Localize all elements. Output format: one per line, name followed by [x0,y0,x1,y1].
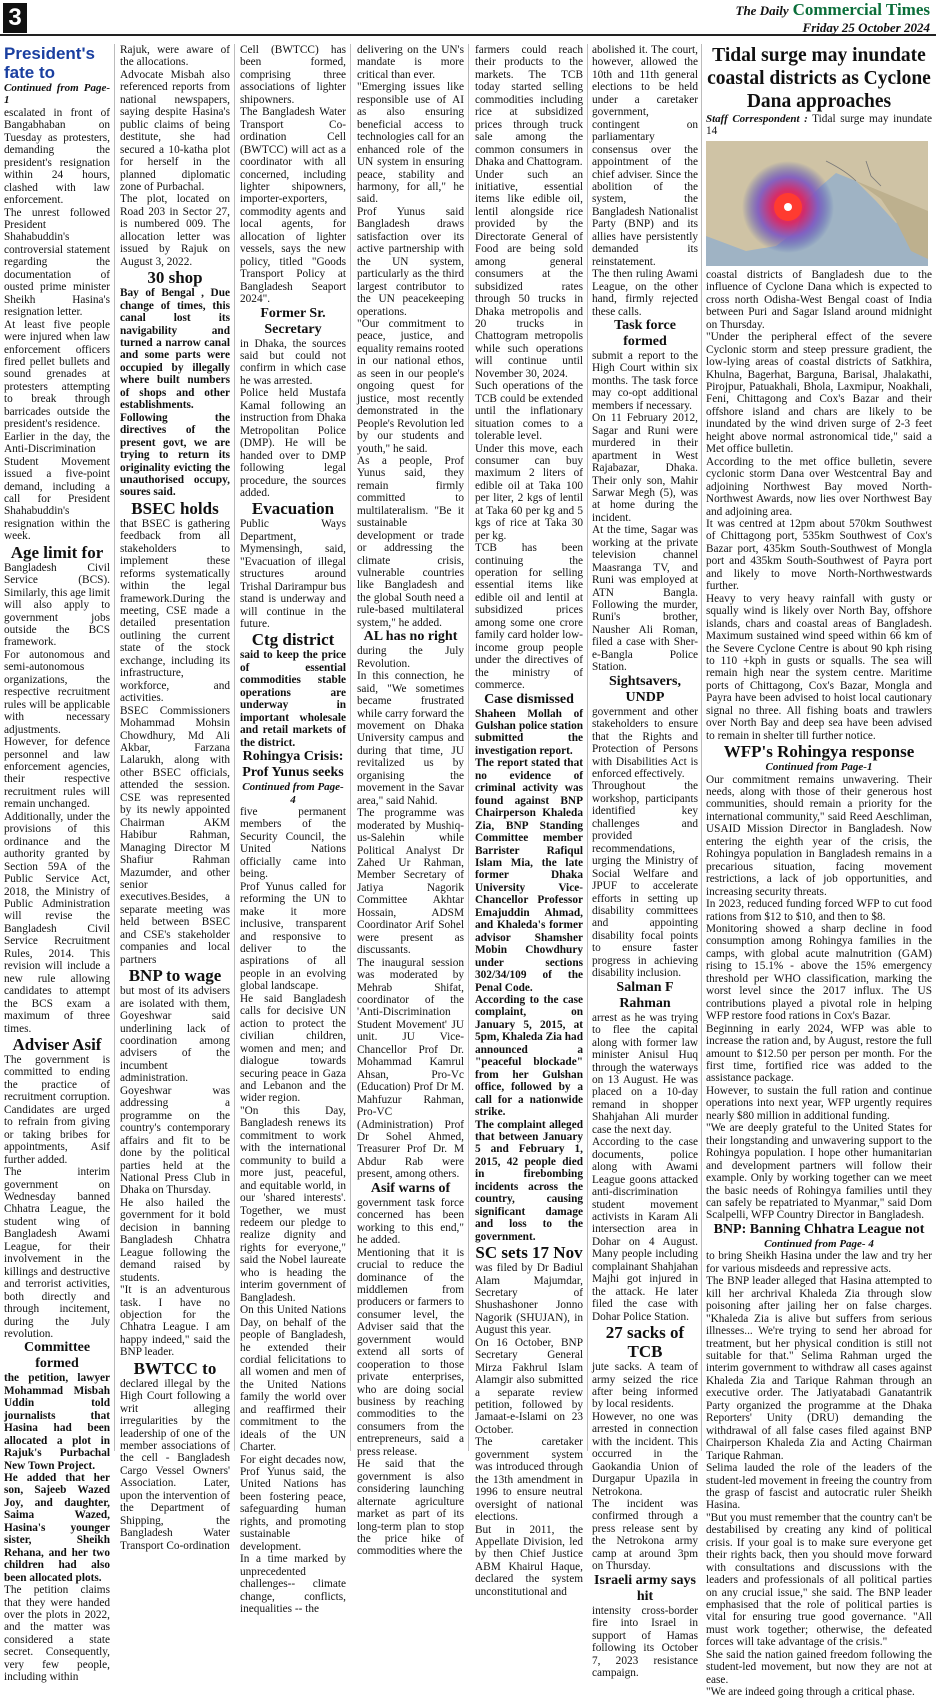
headline: Committee formed [23,1340,91,1372]
paragraph: Rajuk, were aware of the allocations. [120,44,230,69]
paragraph: But in 2011, the Appellate Division, led by then Chief Justice ABM Khairul Haque, declared the system unconstitutional and [475,1523,583,1598]
paragraph: However, to sustain the full ration and continue operations into next year, WFP urgently requires nearly $80 million in additional funding. [706,1084,932,1122]
headline: SC sets 17 Nov [475,1243,583,1263]
paragraph: submit a report to the High Court within six months. The task force may co-opt additional members if necessary. [592,349,698,412]
paragraph: "Under the peripheral effect of the severe Cyclonic storm and steep pressure gradient, the low-lying areas of coastal districts of Satkhira, Khulna, Bagerhat, Barguna, Barisal, Jhalakathi, Pirojpur, Patuakhali, Bhola, Laxmipur, Noakhali, Feni, Chittagong and Cox's Bazar and their offshore island and chars are likely to be inundated by the wind driven surge of 2-3 feet height above normal astronomical tide," said a Met office bulletin. [706,331,932,456]
paragraph: in Dhaka, the sources said but could not confirm in which case he was arrested. [240,337,346,387]
paragraph: The incident was confirmed through a press release sent by the Netrokona army camp at around 3pm on Thursday. [592,1498,698,1573]
paragraph: According to the case complaint, on January 5, 2015, at 5pm, Khaleda Zia had announced a "peaceful blockade" from her Gulshan office, followed by a call for a nationwide strike. [475,993,583,1119]
paragraph: It was centred at 12pm about 570km Southwest of Chittagong port, 535km Southwest of Cox's Bazar port, 435km South-Southwest of Mongla port and 435km South-Southwest of Payra port and likely to move North-Northwestwards further. [706,517,932,593]
masthead-paper-name: Commercial Times [792,0,930,19]
paragraph: Selima lauded the role of the leaders of the student-led movement in freeing the country from the grasp of fascist and autocratic ruler Sheikh Hasina. [706,1462,932,1512]
paragraph: Police held Mustafa Kamal following an instruction from Dhaka Metropolitan Police (DMP). He will be handed over to DMP following legal procedure, the sources added. [240,387,346,499]
masthead-the-daily: The Daily [735,3,789,18]
paragraph: Such operations of the TCB could be extended until the inflationary situation comes to a tolerable level. [475,380,583,443]
paragraph: Under such an initiative, essential items like edible oil, lentil alongside rice provided by the Directorate General of Food are being sold among general consumers at the subsidized rates through 50 trucks in Dhaka metropolis and 20 trucks in Chattogram metropolis while such operations will continue until November 30, 2024. [475,168,583,380]
continued-note: Continued from Page- 4 [764,1237,874,1250]
paragraph: Monitoring showed a sharp decline in food consumption among Rohingya families in the camps, with global acute malnutrition (GAM) rising to 15.1% - above the 15% emergency threshold per WHO classification, marking the worst level since the 2017 influx. The US contributions played a pivotal role in helping WFP restore food rations in Cox's Bazar. [706,923,932,1023]
paragraph: The government is committed to ending the practice of recruitment corruption. Candidates are urged to refrain from giving or taking bribes for appointments, Asif further added. [4,1053,110,1166]
cyclone-map-icon [706,141,928,266]
headline: Sightsavers, UNDP [609,673,681,705]
paragraph: Under this move, each consumer can buy maximum 2 liters of edible oil at Taka 100 per liter, 2 kgs of lentil at Taka 60 per kg and 5 kgs of rice at Taka 30 per kg. [475,442,583,542]
paragraph: said to keep the price of essential commodities stable operations are underway in important wholesale and retail markets of the district. [240,649,346,749]
paragraph: Bay of Bengal , Due change of times, this canal lost its navigability and turned a narrow canal and some parts were occupied by illegally where built numbers of shops and other establishments. Following the directives of the present govt, we are trying to return its originality evicting the unauthorised occupy, soures said. [120,287,230,499]
headline: Adviser Asif [12,1034,102,1054]
paragraph: BSEC Commissioners Mohammad Mohsin Chowdhury, Md Ali Akbar, Farzana Lalarukh, along with other BSEC officials, attended the session. CSE was represented by its newly appointed Chairman AKM Habibur Rahman, Managing Director M Shafiur Rahman Mazumder, and other senior executives.Besides, a separate meeting was held between BSEC and CSE's stakeholder companies and local partners [120,704,230,966]
headline: Tidal surge may inundate coastal districts as Cyclone Dana approaches [707,45,931,112]
paragraph: For eight decades now, Prof Yunus said, the United Nations has been fostering peace, safeguarding human rights, and promoting sustainable development. [240,1453,346,1553]
paragraph: The petition claims that they were handed over the plots in 2022, and the matter was considered a state secret. Consequently, very few people, including within [4,1584,110,1684]
paragraph: He said Bangladesh calls for decisive UN action to protect the civilian children, women and men; and dialogue towards securing peace in Gaza and Lebanon and the wider region. [240,992,346,1105]
headline: WFP's Rohingya response [723,742,915,762]
paragraph: declared illegal by the High Court following a writ alleging irregularities by the leadership of one of the member associations of the cell - Bangladesh Cargo Vessel Owners' Association. Later, upon the intervention of the Department of Shipping, the Bangladesh Water Transport Co-ordination [120,1377,230,1552]
paragraph: On this United Nations Day, on behalf of the people of Bangladesh, he extended their cordial felicitations to all women and men of the United Nations family the world over and reaffirmed their commitment to the ideals of the UN Charter. [240,1304,346,1454]
headline: BWTCC to [133,1358,217,1378]
paragraph: At the time, Sagar was working at the private television channel Maasranga TV, and Runi was employed at ATN Bangla. Following the murder, Runi's brother, Nausher Ali Roman, filed a case with Sher-e-Bangla Police Station. [592,524,698,674]
headline: Case dismissed [484,691,574,707]
paragraph: intensity cross-border fire into Israel in support of Hamas following its October 7, 2023 resistance campaign. [592,1604,698,1680]
lead-text: Tidal surge may inundate 14 [706,113,933,138]
continued-note: Continued from Page-1 [765,761,873,774]
paragraph: In a time marked by unprecedented challenges-- climate change, conflicts, inequalities -- the [240,1553,346,1616]
page-number: 3 [3,3,27,33]
column-4 [357,44,464,1558]
headline: Evacuation [251,499,335,519]
paragraph: that BSEC is gathering feedback from all stakeholders to implement these reforms systematically within the legal framework.During the meeting, CSE made a detailed presentation outlining the current state of the stock exchange, including its infrastructure, workforce, and activities. [120,517,230,705]
paragraph: delivering on the UN's mandate is more critical than ever. [357,44,464,81]
column-3 [240,44,346,1616]
paragraph: was filed by Dr Badiul Alam Majumdar, Secretary of Shushashoner Jonno Nagorik (SHUJAN), in August this year. [475,1262,583,1337]
byline-label: Staff Correspondent : [706,113,808,125]
headline: Former Sr. Secretary [260,305,326,337]
paragraph: The then ruling Awami League, on the other hand, firmly rejected these calls. [592,268,698,318]
paragraph: farmers could reach their products to the markets. The TCB today started selling commodities including rice at subsidized prices through truck sale among the common consumers in Dhaka and Chattogram. [475,44,583,169]
headline: Asif warns of [370,1180,451,1196]
continued-note: Continued from Page- 4 [242,781,344,806]
paragraph: "But you must remember that the country can't be destabilised by creating any kind of political crisis. If your goal is to make sure everyone get their rights back, then you should move forward with consultations and discussions with the leaders and professionals of all political parties on any crucial issue," she said. The BNP leader emphasised that the role of political parties is vital for ensuring true good governance. "All must work together; otherwise, the defeated forces will take advantage of the crisis." [706,1511,932,1649]
headline: Rohingya Crisis: [242,749,344,765]
paragraph: but most of its advisers are isolated with them, Goyeshwar said underlining lack of coordination among advisers of the incumbent administration. [120,985,230,1085]
paragraph: abolished it. The court, however, allowed the 10th and 11th general elections to be held under a caretaker government, contingent on parliamentary consensus over the appointment of the chief adviser. Since the abolition of the system, the Bangladesh Nationalist Party (BNP) and its allies have persistently demanded its reinstatement. [592,44,698,268]
paragraph: He added that her son, Sajeeb Wazed Joy, and daughter, Saima Wazed, Hasina's younger sister, Sheikh Rehana, and her two children had also been allocated plots. [4,1472,110,1584]
headline: 27 sacks of TCB [605,1323,685,1362]
paragraph: during the July Revolution. [357,645,464,670]
paragraph: "We are deeply grateful to the United States for their longstanding and unwavering support to the Rohingya population. I hope other humanitarian and development partners will follow their example. Only by working together can we meet the basic needs of Rohingya families until they can safely be repatriated to Myanmar," said Dom Scalpelli, WFP Country Director in Bangladesh. [706,1122,932,1222]
cyclone-satellite-image [706,141,928,266]
column-1 [4,44,110,1684]
paragraph: However, no one was arrested in connection with the incident. This occurred in the Gaokandia Union of Durgapur Upazila in Netrokona. [592,1410,698,1498]
paragraph: Earlier in the day, the Anti-Discrimination Student Movement issued a five-point demand, including a call for President Shahabuddin's resignation within the week. [4,430,110,543]
paragraph: coastal districts of Bangladesh due to the influence of Cyclone Dana which is expected to cross north Odisha-West Bengal coast of India between Puri and Sagar Island around midnight on Thursday. [706,268,932,331]
masthead [736,0,930,36]
paragraph: Heavy to very heavy rainfall with gusty or squally wind is likely over North Bay, offshore islands, chars and coastal areas of Bangladesh. Maximum sustained wind speed within 66 km of the Severe Cyclone Centre is about 90 kph rising to 110 +kph in gusts or squalls. The sea will remain high near the system centre. Maritime ports of Chittagong, Cox's Bazar, Mongla and Payra have been advised to hoist local cautionary signal no three. All fishing boats and trawlers over North Bay and deep sea have been advised to remain in shelter till further notice. [706,592,932,742]
paragraph: Prof Yunus called for reforming the UN to make it more inclusive, transparent and responsive to deliver to the aspirations of all people in an evolving global landscape. [240,880,346,993]
paragraph: According to the met office bulletin, severe cyclonic storm Dana over Westcentral Bay and adjoining Northwest Bay moved North-Northwest Awards, now lies over Northwest Bay and adjoining area. [706,455,932,518]
paragraph: In 2023, reduced funding forced WFP to cut food rations from $12 to $10, and then to $8. [706,898,932,923]
paragraph: Shaheen Mollah of Gulshan police station submitted the investigation report. [475,707,583,757]
paragraph: Throughout the workshop, participants identified key challenges and provided recommendations, urging the Ministry of Social Welfare and JPUF to accelerate efforts in setting up disability committees and appointing disability focal points to ensure faster progress in achieving disability inclusion. [592,780,698,980]
paragraph: On 16 October, BNP Secretary General Mirza Fakhrul Islam Alamgir also submitted a separate review petition, followed by Jamaat-e-Islami on 23 October. [475,1336,583,1436]
headline: BSEC holds [131,498,219,518]
headline: Ctg district [251,630,335,650]
column-divider [234,44,235,1451]
paragraph: According to the case documents, police along with Awami League goons attacked anti-discrimination student movement activists in Karam Ali intersection area in Dohar on 4 August. Many people including complainant Shahjahan Majhi got injured in the attack. He later filed the case with Dohar Police Station. [592,1136,698,1323]
headline: BNP: Banning Chhatra League not [713,1221,925,1237]
paragraph: to bring Sheikh Hasina under the law and try her for various misdeeds and repressive acts. [706,1250,932,1275]
paragraph: Cell (BWTCC) has been formed, comprising three associations of lighter shipowners. [240,44,346,106]
paragraph: Bangladesh Civil Service (BCS). Similarly, this age limit will also apply to government jobs outside the BCS framework. [4,561,110,649]
paragraph: The programme was moderated by Mushiq-us-Salehin while Political Analyst Dr Zahed Ur Rahman, Member Secretary of Jatiya Nagorik Committee Akhtar Hossain, ADSM Coordinator Arif Sohel were present as discussants. [357,807,464,957]
paragraph: Our commitment remains unwavering. Their needs, along with those of their generous host communities, should remain a priority for the international community," said Reed Aeschliman, USAID Mission Director in Bangladesh. Now entering the eighth year of the crisis, the Rohingya population in Bangladesh remains in a precarious situation, facing movement restrictions, a lack of job opportunities, and increasing security threats. [706,773,932,898]
column-divider [701,44,702,1451]
paragraph: "It is an adventurous task. I have no objection for the Chhatra League. I am happy indeed," said the BNP leader. [120,1284,230,1359]
paragraph: At least five people were injured when law enforcement officers fired pellet bullets and sound grenades at protesters attempting to break through barricades outside the president's residence. [4,318,110,431]
paragraph: arrest as he was trying to flee the capital along with former law minister Anisul Huq through the waterways on 13 August. He was placed on a 10-day remand in shopper Shahjahan Ali murder case the next day. [592,1011,698,1136]
paragraph: Mentioning that it is crucial to reduce the dominance of the middlemen from producers or farmers to consumer level, the Adviser said that the government would extend all sorts of cooperation to those private enterprises, who are doing social business by reaching commodities to the consumers from the entrepreneurs, said a press release. [357,1246,464,1458]
paragraph: the petition, lawyer Mohammad Misbah Uddin told journalists that Hasina had been allocated a plot in Rajuk's Purbachal New Town Project. [4,1372,110,1472]
headline: President's fate to [4,44,95,82]
paragraph: "We are indeed going through a critical phase. [706,1686,915,1699]
paragraph: The caretaker government system was introduced through the 13th amendment in 1996 to ensure neutral oversight of national elections. [475,1436,583,1524]
paragraph: Prof Yunus said Bangladesh draws satisfaction over its active partnership with the UN system, particularly as the third largest contributor to the UN peacekeeping operations. [357,205,464,318]
paragraph: The interim government on Wednesday banned Chhatra League, the student wing of Bangladesh Awami League, for their involvement in the killings and destructive and terrorist activities, both directly and through incitement, during the July revolution. [4,1166,110,1340]
paragraph: The Bangladesh Water Transport Co-ordination Cell (BWTCC) will act as a coordinator with all concerned, including lighter shipowners, importer-exporters, commodity agents and local agents, for allocation of lighter vessels, says the new policy, titled "Goods Transport Policy at Bangladesh Seaport 2024". [240,106,346,306]
paragraph: She said the nation gained freedom following the student-led movement, but now they are not at ease. [706,1648,932,1686]
headline: 30 shop [147,268,203,288]
paragraph: Advocate Misbah also referenced reports from national newspapers, saying despite Hasina's public claims of being destitute, she had secured a 10-katha plot for herself in the planned diplomatic zone of Purbachal. [120,68,230,193]
paragraph: Additionally, under the provisions of this ordinance and the authority granted by Section 59A of the Public Service Act, 2018, the Ministry of Public Administration will revise the Bangladesh Civil Service Recruitment Rules, 2014. This revision will include a new rule allowing candidates to attempt the BCS exam a maximum of three times. [4,810,110,1035]
column-divider [350,44,351,1451]
paragraph: He said that the government is also considering launching alternate agriculture market as part of its long-term plan to stop the price hike of commodities where the [357,1458,464,1558]
paragraph: TCB has been continuing the operation for selling essential items like edible oil and lentil at subsidized prices among some one crore family card holder low-income group people under the directives of the ministry of commerce. [475,542,583,692]
paragraph: "On this Day, Bangladesh renews its commitment to work with the international community to build a more just, peaceful, and equitable world, in our 'shared interests'. Together, we must redeem our pledge to realize dignity and rights for everyone," said the Nobel laureate who is heading the interim government of Bangladesh. [240,1104,346,1304]
masthead-rule [0,34,936,36]
headline: Salman F Rahman [616,979,674,1011]
paragraph: For autonomous and semi-autonomous organizations, the respective recruitment rules will be applicable with necessary adjustments. [4,648,110,736]
paragraph: The BNP leader alleged that Hasina attempted to kill her archrival Khaleda Zia through slow poisoning after jailing her on false charges. "Khaleda Zia is alive but suffers from serious illnesses... We're trying to send her abroad for treatment, but her physical condition is still not suitable for that." Selima Rahman urged the interim government to withdraw all cases against Khaleda Zia and Tarique Rahman through an executive order. The Jatiyatabadi Ganatantrik Party organized the programme at the Dhaka Reporters' Unity (DRU) demanding the withdrawal of all false cases filed against BNP Chairperson Khaleda Zia and Acting Chairman Tarique Rahman. [706,1275,932,1462]
paragraph: As a people, Prof Yunus said, they remain firmly committed to multilateralism. "Be it sustainable development or trade or addressing the climate crisis, vulnerable countries like Bangladesh and the global South need a rule-based multilateral system," he added. [357,454,464,629]
paragraph: The complaint alleged that between January 5 and February 1, 2015, 42 people died in firebombing incidents across the country, causing significant damage and loss to the government. [475,1118,583,1243]
continued-note: Continued from Page-1 [4,82,110,107]
paragraph: However, for defence personnel and law enforcement agencies, their respective recruitment rules will remain unchanged. [4,736,110,811]
paragraph: The inaugural session was moderated by Mehrab Shifat, coordinator of the 'Anti-Discrimination Student Movement' JU unit. JU Vice-Chancellor Prof Dr. Mohammad Kamrul Ahsan, Pro-Vc (Education) Prof Dr M. Mahfuzur Rahman, Pro-VC (Administration) Prof Dr Sohel Ahmed, Treasurer Prof Dr. M Abdur Rab were present, among others. [357,956,464,1181]
paragraph: He also hailed the government for it bold decision in banning Bangladesh Chhatra League following the demand raised by students. [120,1196,230,1284]
paragraph: On 11 February 2012, Sagar and Runi were murdered in their apartment in West Rajabazar, Dhaka. Their only son, Mahir Sarwar Megh (5), was at home during the incident. [592,412,698,524]
paragraph: "Emerging issues like responsible use of AI as also ensuring beneficial access to technologies call for an enhanced role of the UN system in ensuring peace, stability and harmony, for all," he said. [357,81,464,206]
column-divider [468,44,469,1451]
headline: AL has no right [363,629,458,645]
paragraph: jute sacks. A team of army seized the rice after being informed by local residents. [592,1361,698,1411]
headline: BNP to wage [128,966,222,986]
column-6 [592,44,698,1680]
masthead-date: Friday 25 October 2024 [802,20,930,35]
paragraph: Public Ways Department, Mymensingh, said, "Evacuation of illegal structures around Trishal Darirampur bus stand is underway and will continue in the future. [240,518,346,631]
column-divider [114,44,115,1451]
paragraph: "Our commitment to peace, justice, and equality remains rooted in our national ethos, as seen in our people's ongoing quest for justice, most recently demonstrated in the People's Revolution led by our students and youth," he said. [357,317,464,455]
headline: Israeli army says hit [594,1572,696,1604]
paragraph: government task force concerned has been working to this end," he added. [357,1196,464,1247]
headline: Prof Yunus seeks [242,765,344,781]
paragraph: The plot, located on Road 203 in Sector 27, is numbered 009. The allocation letter was issued by Rajuk on August 3, 2022. [120,193,230,268]
paragraph: Goyeshwar was addressing a programme on the country's contemporary affairs and fit to be done by the political parties held at the National Press Club in Dhaka on Thursday. [120,1084,230,1197]
column-5 [475,44,583,1598]
headline: Age limit for [10,542,104,562]
paragraph: escalated in front of Bangabhaban on Tuesday as protesters, demanding the president's resignation within 24 hours, clashed with law enforcement. [4,106,110,207]
paragraph: five permanent members of the Security Council, the United Nations officially came into being. [240,806,346,881]
headline: Task force formed [614,317,676,349]
paragraph: The report stated that no evidence of criminal activity was found against BNP Chairperson Khaleda Zia, BNP Standing Committee member Barrister Rafiqul Islam Mia, the late former Dhaka University Vice-Chancellor Professor Emajuddin Ahmad, and Khaleda's former advisor Shamsher Mobin Chowdhury under sections 302/34/109 of the Penal Code. [475,757,583,994]
paragraph: In this connection, he said, "We sometimes became frustrated while carry forward the movement on Dhaka University campus and during that time, JU revitalized us by organising the movement in the Savar area," said Nahid. [357,670,464,807]
column-7 [706,44,933,1699]
paragraph: The unrest followed President Shahabuddin's controversial statement regarding the documentation of ousted prime minister Sheikh Hasina's resignation letter. [4,206,110,319]
column-divider [587,44,588,1451]
column-2 [120,44,230,1552]
paragraph: government and other stakeholders to ensure that the Rights and Protection of Persons with Disabilities Act is enforced effectively. [592,705,698,781]
paragraph: Beginning in early 2024, WFP was able to increase the ration and, by August, restore the full amount to $12.50 per person per month. For the first time, fortified rice was added to the assistance package. [706,1022,932,1085]
byline [706,113,932,138]
